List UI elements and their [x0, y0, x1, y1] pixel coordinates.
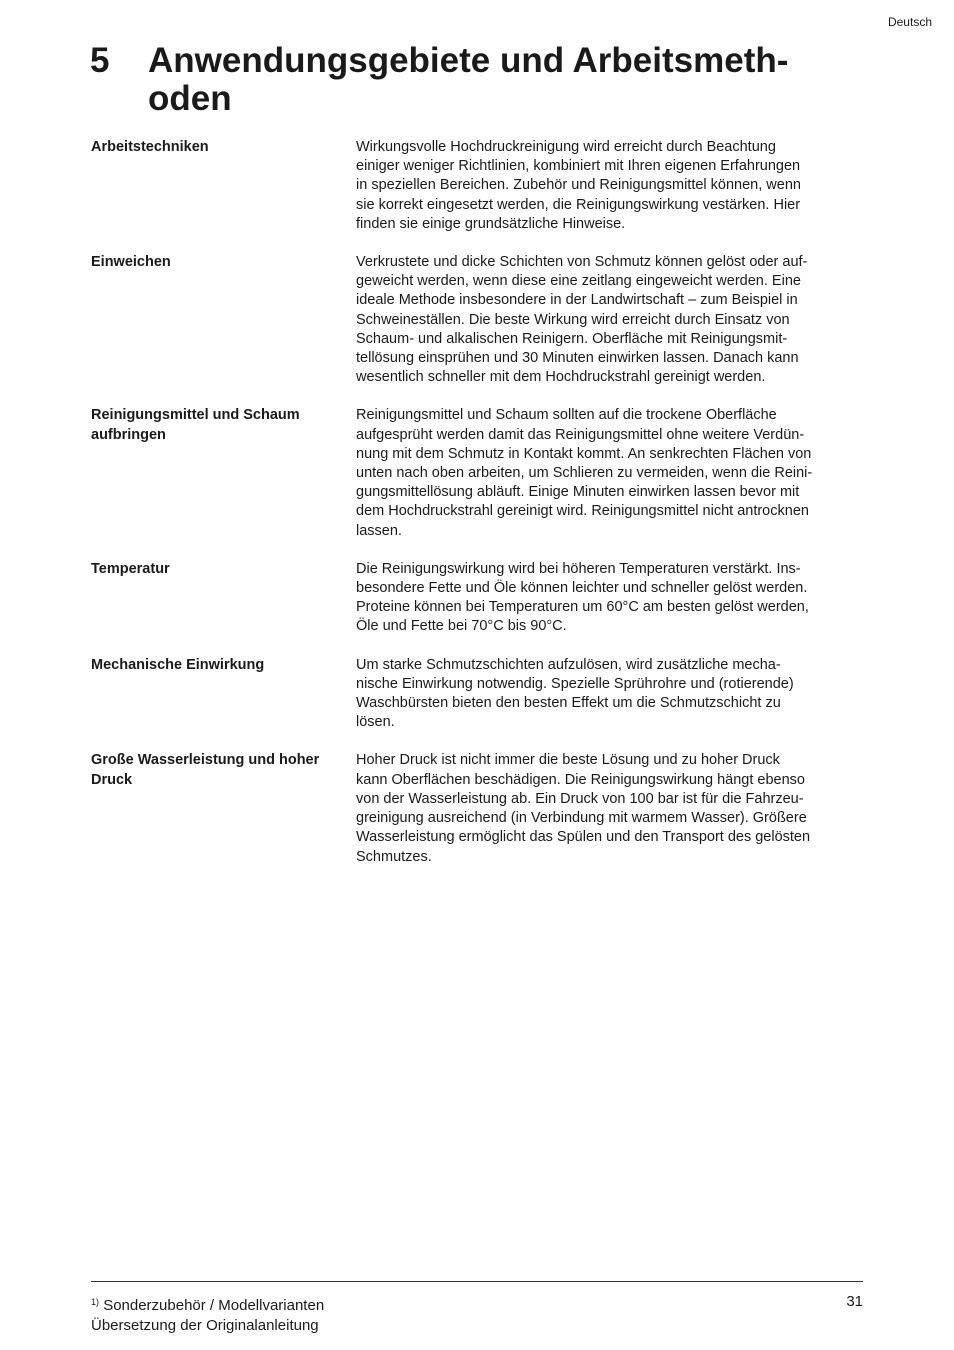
section-heading: Temperatur [91, 560, 170, 577]
section-heading: Reinigungsmittel und Schaum aufbringen [91, 407, 300, 443]
text-line: Schweineställen. Die beste Wirkung wird erreicht durch Einsatz von [356, 311, 790, 328]
text-line: lassen. [356, 522, 402, 539]
footer-divider [91, 1281, 863, 1282]
text-line: dem Hochdruckstrahl gereinigt wird. Reinigungsmittel nicht antrocknen [356, 503, 809, 520]
text-line: tellösung einsprühen und 30 Minuten einwirken lassen. Danach kann [356, 350, 799, 367]
text-line: Um starke Schmutzschichten aufzulösen, wird zusätzliche mecha- [356, 656, 781, 673]
language-label: Deutsch [887, 15, 932, 29]
text-line: Schaum- und alkalischen Reinigern. Oberfläche mit Reinigungsmit- [356, 330, 788, 347]
text-line: Wirkungsvolle Hochdruckreinigung wird erreicht durch Beachtung [356, 139, 776, 155]
chapter-title-line-2: oden [148, 79, 232, 118]
section-text [356, 560, 866, 637]
text-line: Öle und Fette bei 70°C bis 90°C. [356, 618, 567, 635]
text-line: Schmutzes. [356, 848, 432, 865]
chapter-title-line-1: Anwendungsgebiete und Arbeitsmeth- [148, 41, 789, 80]
section-reinigungsmittel [91, 406, 871, 540]
section-wasserleistung [91, 751, 871, 866]
text-line: Die Reinigungswirkung wird bei höheren Temperaturen verstärkt. Ins- [356, 560, 801, 577]
text-line: kann Oberflächen beschädigen. Die Reinigungswirkung hängt ebenso [356, 771, 805, 788]
text-line: von der Wasserleistung ab. Ein Druck von 100 bar ist für die Fahrzeu- [356, 790, 804, 807]
text-line: greinigung ausreichend (in Verbindung mit warmem Wasser). Größere [356, 810, 807, 827]
translation-note: Übersetzung der Originalanleitung [91, 1317, 319, 1334]
text-line: aufgesprüht werden damit das Reinigungsmittel ohne weitere Verdün- [356, 426, 805, 443]
page-number: 31 [846, 1293, 863, 1310]
text-line: wesentlich schneller mit dem Hochdruckstrahl gereinigt werden. [356, 369, 766, 386]
section-einweichen [91, 253, 871, 387]
section-heading: Große Wasserleistung und hoher Druck [91, 752, 320, 788]
section-heading: Arbeitstechniken [91, 139, 209, 155]
text-line: nung mit dem Schmutz in Kontakt kommt. An senkrechten Flächen von [356, 445, 812, 462]
section-text [356, 656, 866, 733]
chapter-title [148, 42, 868, 118]
section-temperatur [91, 560, 871, 637]
section-text [356, 253, 866, 387]
section-text [356, 138, 866, 234]
text-line: Reinigungsmittel und Schaum sollten auf die trockene Oberfläche [356, 407, 777, 424]
footer [91, 1292, 863, 1336]
section-mechanische-einwirkung [91, 656, 871, 733]
text-line: lösen. [356, 714, 395, 731]
section-heading: Einweichen [91, 254, 171, 271]
text-line: in speziellen Bereichen. Zubehör und Reinigungsmittel können, wenn [356, 177, 801, 194]
text-line: geweicht werden, wenn diese eine zeitlang eingeweicht werden. Eine [356, 273, 801, 290]
text-line: ideale Methode insbesondere in der Landwirtschaft – zum Beispiel in [356, 292, 798, 309]
sections [91, 138, 871, 886]
footnote-text: Sonderzubehör / Modellvarianten [103, 1297, 325, 1314]
text-line: besondere Fette und Öle können leichter und schneller gelöst werden. [356, 580, 808, 597]
text-line: gungsmittellösung abläuft. Einige Minuten einwirken lassen bevor mit [356, 484, 800, 501]
text-line: Hoher Druck ist nicht immer die beste Lösung und zu hoher Druck [356, 752, 780, 769]
text-line: Verkrustete und dicke Schichten von Schmutz können gelöst oder auf- [356, 254, 808, 271]
section-heading: Mechanische Einwirkung [91, 656, 265, 673]
chapter-number: 5 [90, 41, 110, 80]
section-arbeitstechniken [91, 138, 871, 234]
text-line: finden sie einige grundsätzliche Hinweise. [356, 215, 626, 232]
text-line: nische Einwirkung notwendig. Spezielle Sprührohre und (rotierende) [356, 675, 794, 692]
text-line: einiger weniger Richtlinien, kombiniert mit Ihren eigenen Erfahrungen [356, 158, 801, 175]
footnote-mark: 1) [91, 1297, 100, 1307]
text-line: unten nach oben arbeiten, um Schlieren zu vermeiden, wenn die Reini- [356, 465, 813, 482]
text-line: Proteine können bei Temperaturen um 60°C am besten gelöst werden, [356, 599, 809, 616]
chapter-heading [90, 42, 890, 118]
footnote [91, 1292, 863, 1316]
text-line: Wasserleistung ermöglicht das Spülen und den Transport des gelösten [356, 829, 811, 846]
section-text [356, 751, 866, 866]
section-text [356, 406, 866, 540]
text-line: sie korrekt eingesetzt werden, die Reinigungswirkung vestärken. Hier [356, 196, 801, 213]
text-line: Waschbürsten bieten den besten Effekt um die Schmutzschicht zu [356, 695, 781, 712]
